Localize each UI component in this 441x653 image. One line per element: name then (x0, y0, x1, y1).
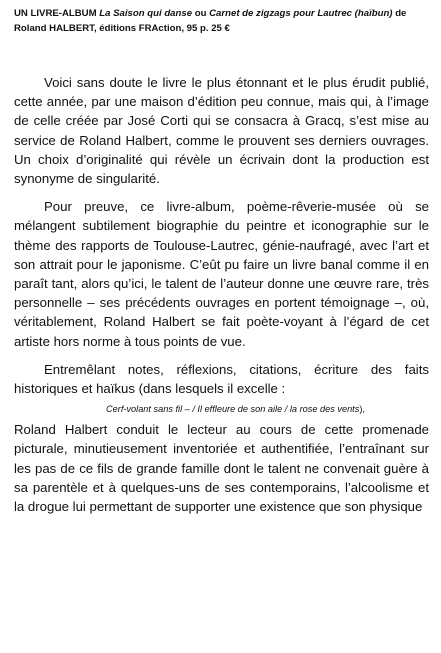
book-details: de Roland HALBERT, éditions FRAction, 95 p. 25 € (14, 8, 407, 34)
heading-connector: ou (194, 8, 207, 19)
article (14, 6, 429, 516)
paragraph-1: Voici sans doute le livre le plus étonnant et le plus érudit publié, cette année, par une maison d’édition peu connue, mais qui, à l’image de celle créée par José Corti qui se consacra à Gracq, s’est mise au service de Roland Halbert, comme le prouvent ses derniers ouvrages. Un choix d’originalité qui révèle un écrivain dont la production est synonyme de singularité. (14, 75, 429, 187)
paragraph-3: Entremêlant notes, réflexions, citations, écriture des faits historiques et haïkus (dans lesquels il excelle : (14, 361, 429, 397)
haiku-text: Cerf-volant sans fil – / Il effleure de son aile / la rose des vents (106, 404, 360, 415)
haiku-tail: ), (359, 404, 365, 415)
heading-label: UN LIVRE-ALBUM (14, 8, 97, 19)
book-subtitle: (haïbun) (354, 8, 393, 19)
haiku-quote (14, 402, 429, 416)
paragraph-2: Pour preuve, ce livre-album, poème-rêverie-musée où se mélangent subtilement biographie du peintre et iconographie sur le thème des rapports de Toulouse-Lautrec, génie-naufragé, avec l’art et son attrait pour le japonisme. C’eût pu faire un livre banal comme il en paraît tant, alors qu’ici, le talent de l’auteur donne une œuvre rare, très personnelle – ses précédents ouvrages en portent témoignage –, où, véritablement, Roland Halbert se fait poète-voyant à l’égard de cet artiste hors norme à tous points de vue. (14, 199, 429, 349)
book-title: La Saison qui danse (99, 8, 193, 19)
paragraph-4: Roland Halbert conduit le lecteur au cours de cette promenade picturale, minutieusement inventoriée et authentifiée, l’entraînant sur les pas de ce fils de grande famille dont le talent ne convenait guère à sa parentèle et à quelques-uns de ses contemporains, l’alcoolisme et la drogue lui permettant de supporter une existence que son physique (14, 422, 429, 515)
book-alt-title: Carnet de zigzags pour Lautrec (209, 8, 352, 19)
article-heading (14, 6, 429, 36)
